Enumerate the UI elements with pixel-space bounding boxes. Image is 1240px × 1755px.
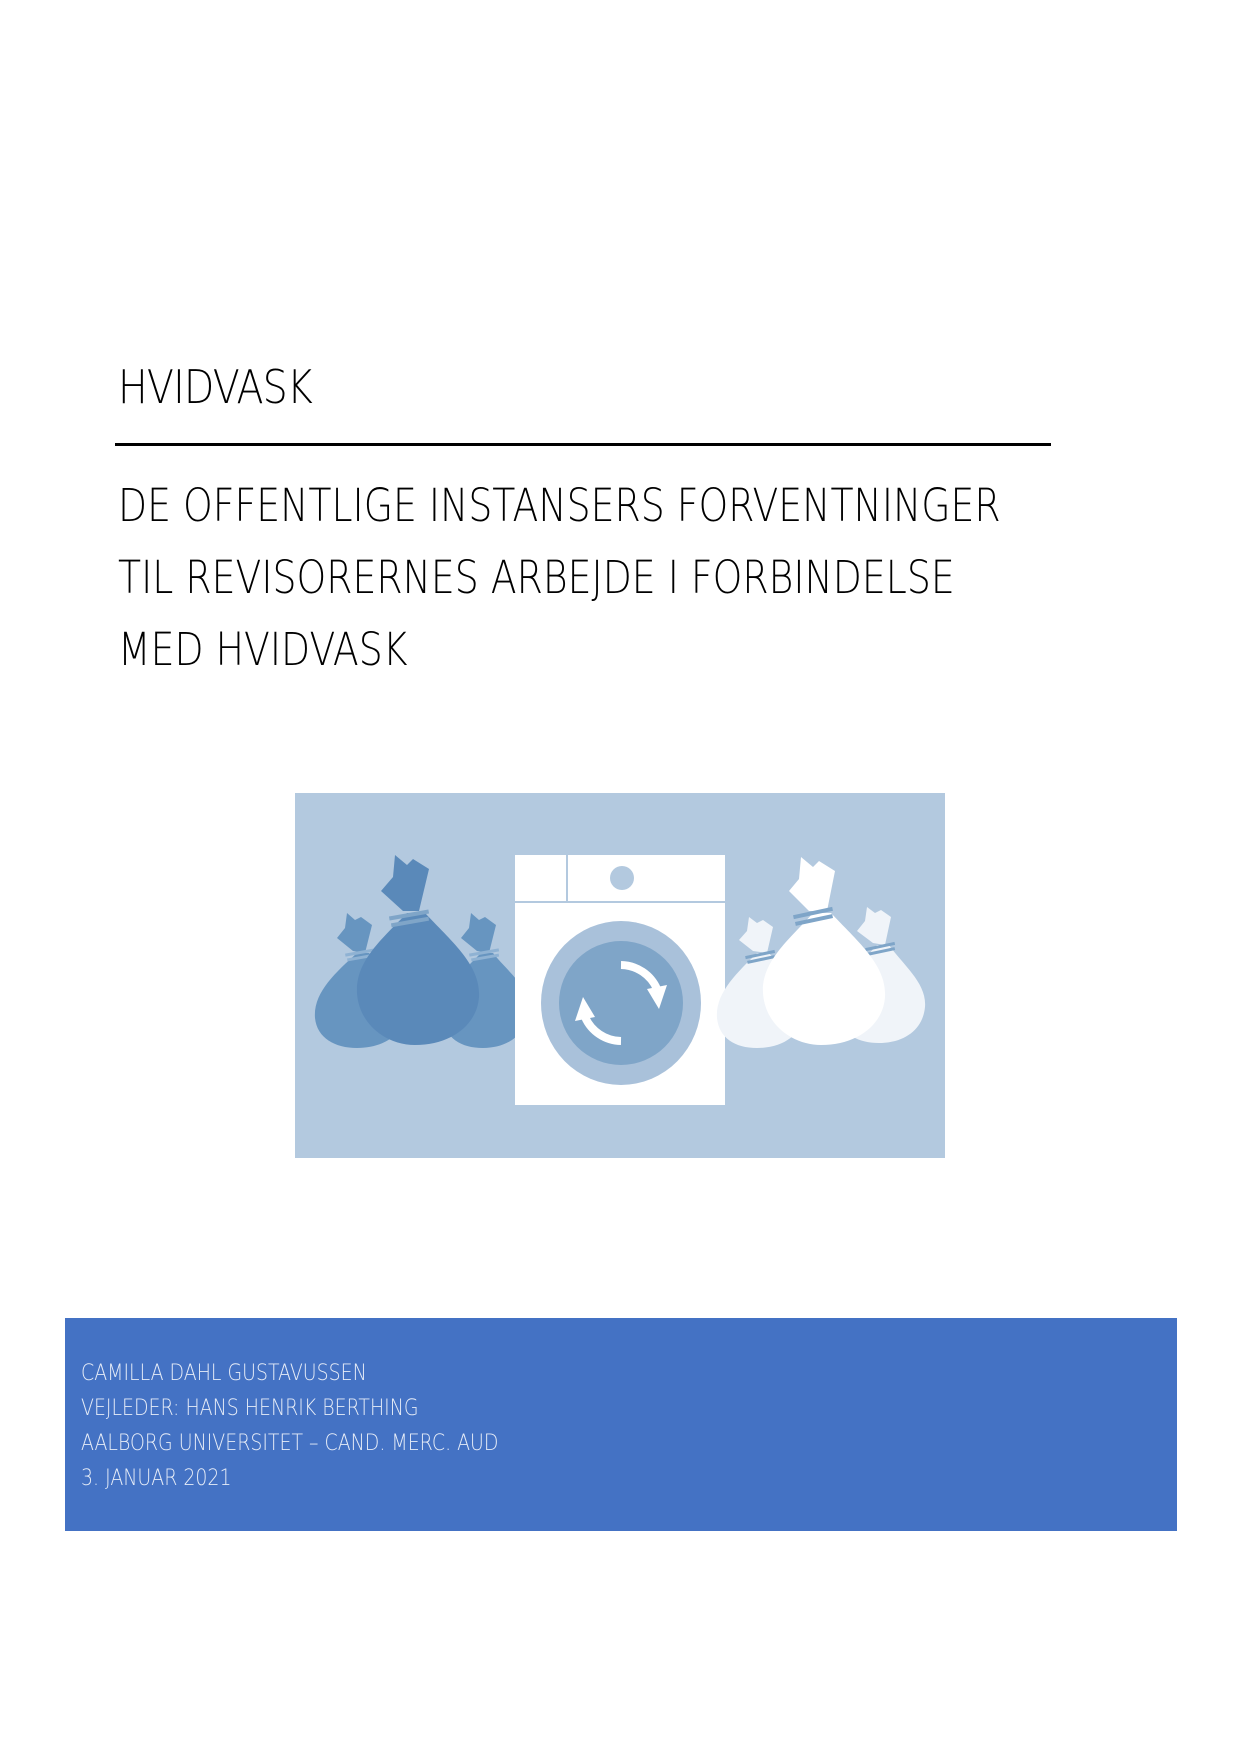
subtitle-line: TIL REVISORERNES ARBEJDE I FORBINDELSE [118,551,955,604]
document-title: HVIDVASK [118,360,313,414]
document-subtitle [118,470,1001,686]
washing-machine-icon [515,855,725,1105]
title-divider [115,443,1051,446]
subtitle-line: DE OFFENTLIGE INSTANSERS FORVENTNINGER [118,479,1001,532]
washing-machine-illustration [295,793,945,1158]
date: 3. JANUAR 2021 [81,1466,232,1491]
author-info-box [65,1318,1177,1531]
supervisor: VEJLEDER: HANS HENRIK BERTHING [81,1396,419,1421]
subtitle-line: MED HVIDVASK [118,623,408,676]
author-name: CAMILLA DAHL GUSTAVUSSEN [81,1361,367,1386]
institution: AALBORG UNIVERSITET – CAND. MERC. AUD [81,1431,499,1456]
